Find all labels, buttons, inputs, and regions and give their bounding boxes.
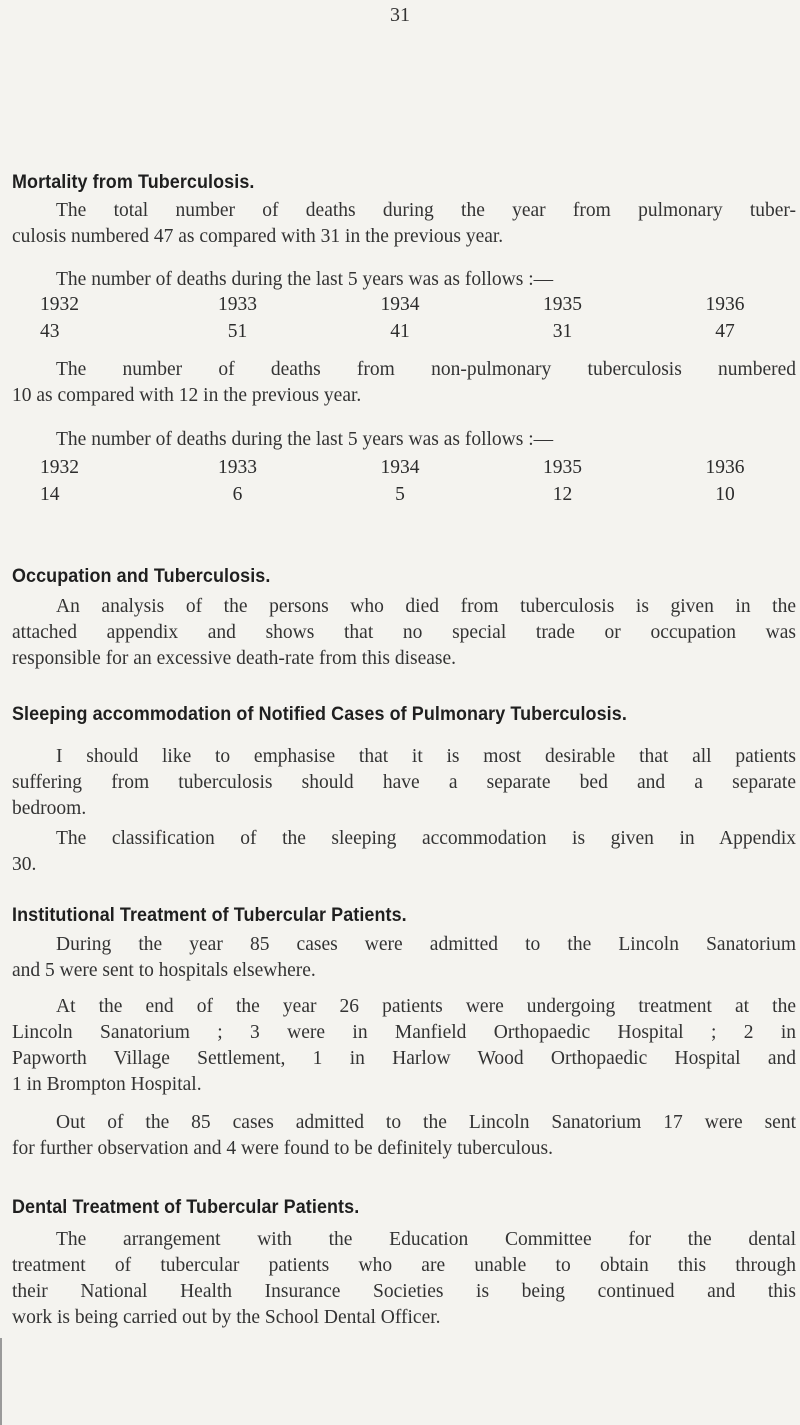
text-line: The number of deaths during the last 5 years was as follows :— [56, 269, 554, 290]
text-line: 30. [12, 854, 37, 875]
institutional-heading: Institutional Treatment of Tubercular Patients. [12, 904, 407, 926]
text-line: The total number of deaths during the year from pulmonary tuber- [56, 200, 796, 221]
text-line: attached appendix and shows that no special trade or occupation was [12, 622, 796, 643]
pulmonary-years-row [40, 294, 760, 316]
year-cell: 1936 [705, 294, 745, 315]
year-cell: 1933 [218, 457, 257, 478]
text-line: During the year 85 cases were admitted to the Lincoln Sanatorium [56, 934, 796, 955]
mortality-paragraph-1 [12, 198, 796, 250]
mortality-paragraph-2 [12, 267, 796, 293]
institutional-paragraph-3 [12, 1110, 796, 1162]
year-cell: 1932 [40, 294, 79, 315]
deaths-cell: 12 [552, 484, 573, 505]
sleeping-paragraph-1 [12, 744, 796, 822]
page-edge-rule [0, 1338, 2, 1425]
text-line: Lincoln Sanatorium ; 3 were in Manfield Orthopaedic Hospital ; 2 in [12, 1022, 796, 1043]
institutional-paragraph-2 [12, 994, 796, 1098]
text-line: At the end of the year 26 patients were undergoing treatment at the [56, 996, 796, 1017]
non-pulmonary-years-row [40, 457, 760, 479]
year-cell: 1935 [543, 457, 582, 478]
text-line: An analysis of the persons who died from tuberculosis is given in the [56, 596, 796, 617]
text-line: responsible for an excessive death-rate from this disease. [12, 648, 457, 669]
text-line: work is being carried out by the School Dental Officer. [12, 1307, 441, 1328]
year-cell: 1934 [380, 294, 420, 315]
sleeping-paragraph-2 [12, 826, 796, 878]
text-line: The arrangement with the Education Committee for the dental [56, 1229, 796, 1250]
deaths-cell: 14 [40, 484, 60, 505]
dental-heading: Dental Treatment of Tubercular Patients. [12, 1196, 360, 1218]
occupation-paragraph [12, 594, 796, 672]
dental-paragraph [12, 1227, 796, 1331]
year-cell: 1933 [218, 294, 257, 315]
text-line: The classification of the sleeping accommodation is given in Appendix [56, 828, 796, 849]
year-cell: 1936 [705, 457, 745, 478]
mortality-heading: Mortality from Tuberculosis. [12, 171, 255, 193]
text-line: I should like to emphasise that it is most desirable that all patients [56, 746, 796, 767]
deaths-cell: 6 [232, 484, 243, 505]
deaths-cell: 41 [390, 321, 410, 342]
deaths-cell: 5 [395, 484, 405, 505]
deaths-cell: 43 [40, 321, 60, 342]
sleeping-heading: Sleeping accommodation of Notified Cases of Pulmonary Tuberculosis. [12, 703, 627, 725]
year-cell: 1935 [543, 294, 582, 315]
text-line: The number of deaths from non-pulmonary tuberculosis numbered [56, 359, 796, 380]
text-line: culosis numbered 47 as compared with 31 in the previous year. [12, 226, 504, 247]
mortality-paragraph-4 [12, 427, 796, 453]
deaths-cell: 10 [715, 484, 735, 505]
mortality-paragraph-3 [12, 357, 796, 409]
text-line: suffering from tuberculosis should have a separate bed and a separate [12, 772, 796, 793]
text-line: The number of deaths during the last 5 years was as follows :— [56, 429, 554, 450]
text-line: treatment of tubercular patients who are unable to obtain this through [12, 1255, 796, 1276]
deaths-cell: 47 [715, 321, 735, 342]
deaths-cell: 31 [552, 321, 573, 342]
text-line: 1 in Brompton Hospital. [12, 1074, 202, 1095]
text-line: 10 as compared with 12 in the previous year. [12, 385, 362, 406]
text-line: Out of the 85 cases admitted to the Lincoln Sanatorium 17 were sent [56, 1112, 796, 1133]
pulmonary-deaths-row [40, 321, 760, 343]
text-line: and 5 were sent to hospitals elsewhere. [12, 960, 316, 981]
institutional-paragraph-1 [12, 932, 796, 984]
text-line: for further observation and 4 were found to be definitely tuberculous. [12, 1138, 553, 1159]
text-line: Papworth Village Settlement, 1 in Harlow Wood Orthopaedic Hospital and [12, 1048, 796, 1069]
text-line: bedroom. [12, 798, 87, 819]
year-cell: 1934 [380, 457, 420, 478]
text-line: their National Health Insurance Societies is being continued and this [12, 1281, 796, 1302]
non-pulmonary-deaths-row [40, 484, 760, 506]
deaths-cell: 51 [227, 321, 248, 342]
year-cell: 1932 [40, 457, 79, 478]
occupation-heading: Occupation and Tuberculosis. [12, 565, 271, 587]
page-number: 31 [390, 4, 410, 26]
